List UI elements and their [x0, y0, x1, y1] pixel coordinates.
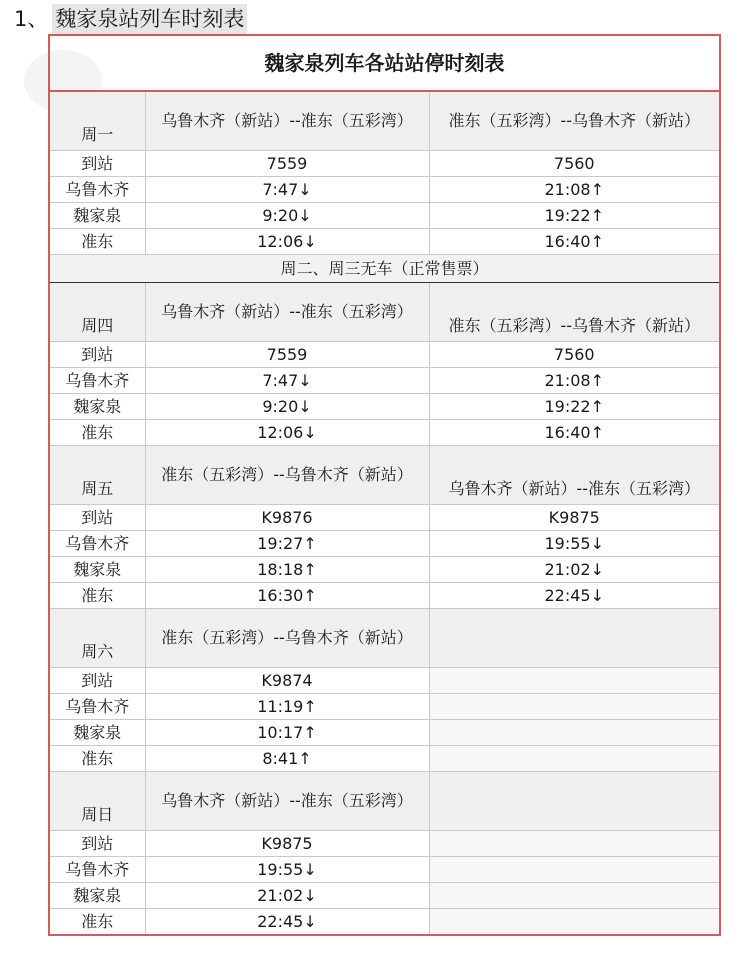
cell-value: 21:08↑	[429, 177, 720, 203]
route-header-right	[429, 772, 720, 831]
cell-value	[429, 694, 720, 720]
route-header-left: 乌鲁木齐（新站）--准东（五彩湾）	[145, 283, 429, 342]
table-row	[49, 694, 720, 720]
cell-value: K9875	[145, 831, 429, 857]
row-label: 准东	[49, 746, 145, 772]
cell-value	[429, 857, 720, 883]
table-row	[49, 668, 720, 694]
cell-value: 21:08↑	[429, 368, 720, 394]
row-label: 乌鲁木齐	[49, 177, 145, 203]
table-row	[49, 342, 720, 368]
cell-value: 16:40↑	[429, 420, 720, 446]
table-row	[49, 368, 720, 394]
table-row	[49, 151, 720, 177]
cell-value: 9:20↓	[145, 203, 429, 229]
cell-value	[429, 746, 720, 772]
table-row	[49, 857, 720, 883]
cell-value: 10:17↑	[145, 720, 429, 746]
row-label: 到站	[49, 342, 145, 368]
cell-value: 12:06↓	[145, 420, 429, 446]
table-row	[49, 420, 720, 446]
row-label: 到站	[49, 505, 145, 531]
row-label: 乌鲁木齐	[49, 857, 145, 883]
cell-value	[429, 909, 720, 936]
cell-value: 7560	[429, 342, 720, 368]
table-row	[49, 394, 720, 420]
cell-value: 19:27↑	[145, 531, 429, 557]
route-header-right	[429, 609, 720, 668]
table-row	[49, 177, 720, 203]
table-row	[49, 909, 720, 936]
cell-value: 7560	[429, 151, 720, 177]
row-label: 准东	[49, 420, 145, 446]
day-label: 周日	[49, 772, 145, 831]
route-header-left: 准东（五彩湾）--乌鲁木齐（新站）	[145, 446, 429, 505]
row-label: 魏家泉	[49, 883, 145, 909]
table-row	[49, 505, 720, 531]
cell-value: K9876	[145, 505, 429, 531]
cell-value	[429, 883, 720, 909]
row-label: 准东	[49, 583, 145, 609]
route-header-right: 准东（五彩湾）--乌鲁木齐（新站）	[429, 91, 720, 151]
cell-value: 19:55↓	[145, 857, 429, 883]
cell-value	[429, 668, 720, 694]
cell-value: 19:22↑	[429, 203, 720, 229]
cell-value: K9875	[429, 505, 720, 531]
cell-value: 7:47↓	[145, 368, 429, 394]
cell-value: 8:41↑	[145, 746, 429, 772]
block-header-monday	[49, 91, 720, 151]
day-label: 周四	[49, 283, 145, 342]
cell-value: 7:47↓	[145, 177, 429, 203]
table-row	[49, 720, 720, 746]
cell-value: 21:02↓	[429, 557, 720, 583]
section-heading	[14, 4, 247, 34]
day-label: 周五	[49, 446, 145, 505]
table-row	[49, 203, 720, 229]
table-row	[49, 531, 720, 557]
block-header-thursday	[49, 283, 720, 342]
row-label: 魏家泉	[49, 394, 145, 420]
table-row	[49, 883, 720, 909]
cell-value: 22:45↓	[145, 909, 429, 936]
cell-value: K9874	[145, 668, 429, 694]
section-number: 1、	[14, 7, 49, 31]
no-service-note: 周二、周三无车（正常售票）	[49, 255, 720, 283]
row-label: 到站	[49, 831, 145, 857]
table-row	[49, 746, 720, 772]
block-header-friday	[49, 446, 720, 505]
block-header-saturday	[49, 609, 720, 668]
row-label: 到站	[49, 151, 145, 177]
row-label: 魏家泉	[49, 720, 145, 746]
cell-value: 9:20↓	[145, 394, 429, 420]
cell-value: 19:22↑	[429, 394, 720, 420]
cell-value: 18:18↑	[145, 557, 429, 583]
cell-value	[429, 831, 720, 857]
cell-value	[429, 720, 720, 746]
row-label: 到站	[49, 668, 145, 694]
cell-value: 7559	[145, 151, 429, 177]
row-label: 准东	[49, 229, 145, 255]
route-header-left: 准东（五彩湾）--乌鲁木齐（新站）	[145, 609, 429, 668]
cell-value: 16:30↑	[145, 583, 429, 609]
row-label: 准东	[49, 909, 145, 936]
timetable	[48, 34, 721, 936]
block-header-sunday	[49, 772, 720, 831]
timetable-title: 魏家泉列车各站站停时刻表	[49, 35, 720, 91]
row-label: 乌鲁木齐	[49, 531, 145, 557]
row-label: 乌鲁木齐	[49, 694, 145, 720]
row-label: 魏家泉	[49, 557, 145, 583]
table-row	[49, 229, 720, 255]
cell-value: 12:06↓	[145, 229, 429, 255]
cell-value: 16:40↑	[429, 229, 720, 255]
cell-value: 7559	[145, 342, 429, 368]
table-row	[49, 831, 720, 857]
row-label: 乌鲁木齐	[49, 368, 145, 394]
cell-value: 21:02↓	[145, 883, 429, 909]
route-header-left: 乌鲁木齐（新站）--准东（五彩湾）	[145, 772, 429, 831]
row-label: 魏家泉	[49, 203, 145, 229]
day-label: 周六	[49, 609, 145, 668]
route-header-right: 准东（五彩湾）--乌鲁木齐（新站）	[429, 283, 720, 342]
table-row	[49, 557, 720, 583]
day-label: 周一	[49, 91, 145, 151]
cell-value: 22:45↓	[429, 583, 720, 609]
cell-value: 11:19↑	[145, 694, 429, 720]
section-title: 魏家泉站列车时刻表	[52, 4, 247, 34]
cell-value: 19:55↓	[429, 531, 720, 557]
route-header-left: 乌鲁木齐（新站）--准东（五彩湾）	[145, 91, 429, 151]
table-row	[49, 583, 720, 609]
route-header-right: 乌鲁木齐（新站）--准东（五彩湾）	[429, 446, 720, 505]
